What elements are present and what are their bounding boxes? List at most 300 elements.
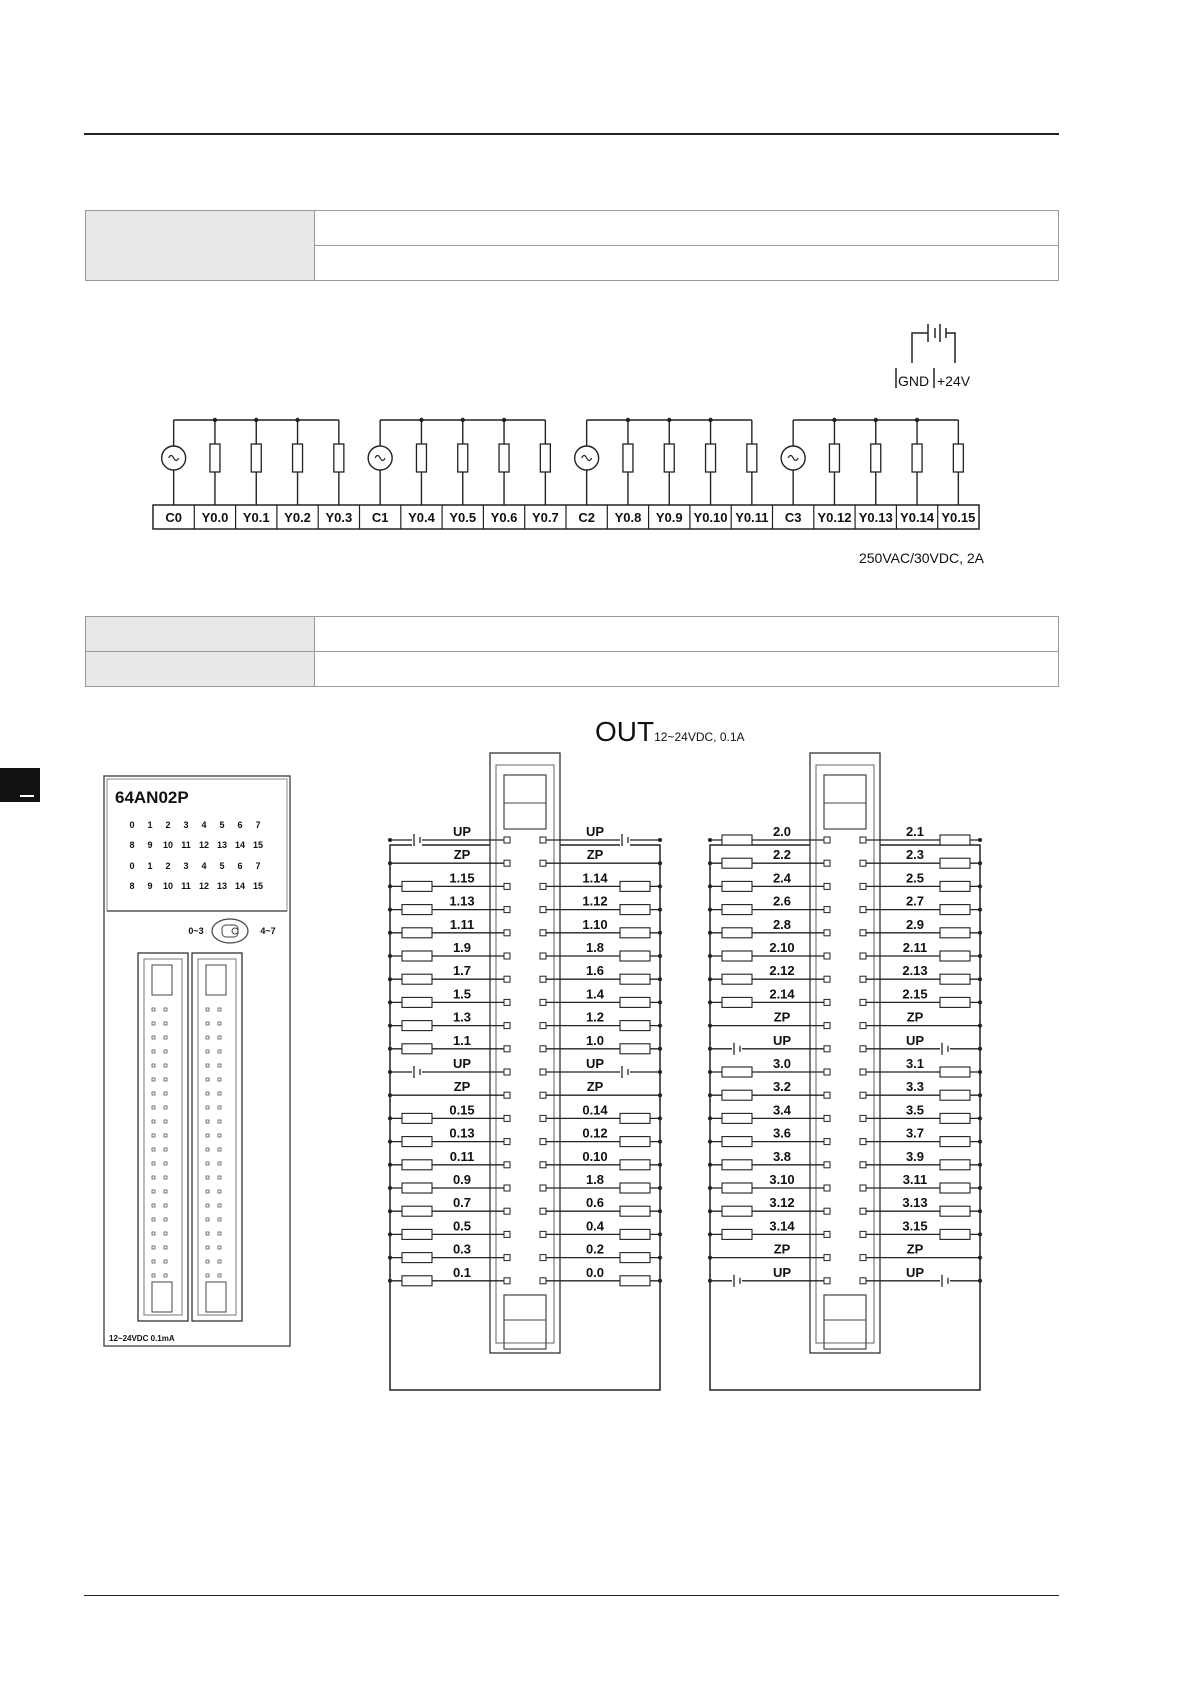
ac-wave (375, 456, 385, 461)
connector-pin (504, 837, 510, 843)
led-label: 3 (183, 820, 189, 830)
connector-2-pin-label-right: UP (905, 1264, 925, 1280)
connector-1-pin-label-right: ZP (586, 1079, 604, 1095)
led-label: 4 (201, 861, 207, 871)
connector-pin (860, 837, 866, 843)
relay-rating: 250VAC/30VDC, 2A (858, 550, 984, 566)
wire-junction (708, 1024, 712, 1028)
load-resistor (722, 1137, 752, 1147)
wire-junction (388, 884, 392, 888)
led-label: 13 (216, 881, 228, 891)
connector-2-pin-label-right: 3.9 (905, 1148, 925, 1164)
led-label: 6 (237, 861, 243, 871)
connector-pin (540, 1139, 546, 1145)
connector-1-pin-label-right: 1.8 (585, 1172, 605, 1187)
connector-2-pin-label-left: UP (772, 1032, 792, 1048)
wire-junction (978, 838, 982, 842)
wire-junction (658, 1116, 662, 1120)
wire-junction (388, 931, 392, 935)
wire-junction (708, 1047, 712, 1051)
wire-junction (658, 1256, 662, 1260)
wire-junction (388, 1024, 392, 1028)
wire-junction (388, 1256, 392, 1260)
connector-1-pin-label-left: 0.5 (452, 1218, 472, 1234)
connector-pin (504, 930, 510, 936)
connector-2-pin-label-right: 3.3 (905, 1079, 925, 1095)
load-resistor (620, 1137, 650, 1147)
load-resistor (940, 997, 970, 1007)
connector-pin (860, 1185, 866, 1191)
led-label: 0 (129, 861, 135, 871)
load-resistor (540, 444, 550, 472)
connector-pin (824, 930, 830, 936)
connector-1-pin-label-right: UP (585, 1056, 605, 1071)
connector-pin (824, 883, 830, 889)
wire-junction (388, 1186, 392, 1190)
wire-junction (658, 977, 662, 981)
wire-junction (978, 1070, 982, 1074)
spec-table-header-cell (86, 617, 315, 652)
wire-junction (658, 1232, 662, 1236)
load-resistor (940, 835, 970, 845)
wire-junction (978, 1209, 982, 1213)
led-label: 6 (237, 820, 243, 830)
connector-1-pin-label-right: UP (585, 824, 605, 839)
wire-junction (658, 908, 662, 912)
led-label: 11 (181, 881, 191, 891)
load-resistor (722, 835, 752, 845)
wire-junction (388, 1163, 392, 1167)
connector-pin (860, 907, 866, 913)
load-resistor (620, 974, 650, 984)
connector-pin (860, 930, 866, 936)
connector-pin (824, 999, 830, 1005)
connector-pin (824, 837, 830, 843)
connector-1-pin-label-right: 1.6 (585, 963, 605, 979)
wire-junction (658, 838, 662, 842)
connector-pin (540, 1278, 546, 1284)
load-resistor (940, 951, 970, 961)
wire-junction (708, 977, 712, 981)
connector-pin (540, 837, 546, 843)
wire-junction (978, 884, 982, 888)
wire-junction (708, 1093, 712, 1097)
connector-2-pin-label-left: 3.0 (772, 1056, 792, 1071)
connector-pin (824, 1139, 830, 1145)
connector-circuits (388, 753, 982, 1390)
load-resistor (620, 1044, 650, 1054)
wire-junction (388, 977, 392, 981)
connector-1-pin-label-right: 0.2 (585, 1241, 605, 1257)
connector-pin (540, 1069, 546, 1075)
connector-pin (860, 1162, 866, 1168)
wire-junction (708, 861, 712, 865)
wire-junction (708, 1256, 712, 1260)
load-resistor (402, 1276, 432, 1286)
connector-2-pin-label-left: 2.12 (769, 963, 795, 979)
wire-junction (978, 1163, 982, 1167)
load-resistor (458, 444, 468, 472)
load-resistor (402, 1183, 432, 1193)
terminal-label: Y0.4 (408, 510, 435, 525)
terminal-label: C1 (371, 510, 389, 525)
ac-wave (582, 456, 592, 461)
load-resistor (620, 1229, 650, 1239)
load-resistor (620, 928, 650, 938)
wire-junction (708, 908, 712, 912)
led-label: 9 (147, 881, 153, 891)
load-resistor (402, 881, 432, 891)
connector-pin (504, 1255, 510, 1261)
connector-1-pin-label-left: 1.3 (452, 1009, 472, 1025)
load-resistor (722, 1160, 752, 1170)
load-resistor (210, 444, 220, 472)
connector-pin (824, 1162, 830, 1168)
connector-pin (504, 1115, 510, 1121)
terminal-label: Y0.9 (655, 510, 683, 525)
connector-2-body (810, 753, 880, 1353)
connector-pin (504, 976, 510, 982)
connector-pin (824, 1023, 830, 1029)
wire-junction (978, 1186, 982, 1190)
load-resistor (402, 1229, 432, 1239)
spec-table-cell (315, 652, 1059, 687)
load-resistor (722, 928, 752, 938)
connector-pin (860, 1278, 866, 1284)
load-resistor (829, 444, 839, 472)
led-label: 10 (162, 881, 174, 891)
load-resistor (402, 1206, 432, 1216)
spec-table-cell (315, 211, 1059, 246)
spec-table-cell (315, 617, 1059, 652)
wire-junction (388, 1279, 392, 1283)
wire-junction (388, 1232, 392, 1236)
connector-2-pin-label-right: 3.1 (905, 1056, 925, 1071)
connector-1-pin-label-right: 1.12 (582, 893, 608, 909)
module-front-panel (100, 770, 300, 1355)
led-label: 15 (252, 881, 264, 891)
wire-junction (978, 931, 982, 935)
connector-pin (860, 1115, 866, 1121)
terminal-label: Y0.0 (201, 510, 229, 525)
wire-junction (978, 1140, 982, 1144)
chapter-tab (0, 768, 40, 802)
connector-1-pin-label-left: 0.1 (452, 1264, 472, 1280)
load-resistor (940, 905, 970, 915)
load-resistor (402, 997, 432, 1007)
connector-pin (824, 1208, 830, 1214)
connector-1-pin-label-left: UP (452, 824, 472, 839)
connector-2-pin-label-right: 3.11 (902, 1172, 928, 1187)
led-label: 1 (147, 820, 153, 830)
connector-1-pin-label-left: 0.7 (452, 1195, 472, 1211)
connector-2-pin-label-right: 2.7 (905, 893, 925, 909)
connector-1-pin-label-right: 1.10 (582, 916, 608, 932)
load-resistor (620, 1276, 650, 1286)
connector-2-pin-label-left: 2.14 (769, 986, 795, 1002)
terminal-label: Y0.2 (284, 510, 311, 525)
connector-2-pin-label-right: 2.15 (902, 986, 928, 1002)
load-resistor (912, 444, 922, 472)
connector-pin (504, 1231, 510, 1237)
connector-pin (504, 999, 510, 1005)
wire-junction (978, 1000, 982, 1004)
spec-table-relay (85, 210, 1059, 281)
wire-junction (708, 1116, 712, 1120)
terminal-label: Y0.8 (614, 510, 642, 525)
load-resistor (871, 444, 881, 472)
load-resistor (722, 1206, 752, 1216)
load-resistor (402, 1113, 432, 1123)
terminal-label: Y0.1 (242, 510, 270, 525)
relay-circuit (153, 418, 979, 529)
wire-junction (658, 1000, 662, 1004)
connector-2-pin-label-right: 2.5 (905, 870, 925, 886)
wire-junction (978, 954, 982, 958)
terminal-24v: +24V (937, 373, 971, 389)
wire-junction (388, 1140, 392, 1144)
connector-pin (504, 860, 510, 866)
wire-junction (388, 908, 392, 912)
load-resistor (722, 951, 752, 961)
connector-2-pin-label-right: 2.9 (905, 916, 925, 932)
connector-2-pin-label-right: ZP (906, 1009, 924, 1025)
led-label: 15 (252, 840, 264, 850)
connector-2-pin-label-left: ZP (773, 1009, 791, 1025)
ac-wave (788, 456, 798, 461)
wire-junction (658, 1186, 662, 1190)
wire-junction (708, 838, 712, 842)
connector-1-pin-label-right: 1.0 (585, 1032, 605, 1048)
led-label: 11 (181, 840, 191, 850)
load-resistor (251, 444, 261, 472)
connector-2-pin-label-left: 2.4 (772, 870, 792, 886)
led-label: 8 (129, 840, 135, 850)
load-resistor (620, 1160, 650, 1170)
spec-table-cell (315, 246, 1059, 281)
wire-junction (708, 1140, 712, 1144)
spec-table-header-cell (86, 211, 315, 281)
load-resistor (620, 997, 650, 1007)
terminal-label: Y0.12 (817, 510, 852, 525)
connector-1-pin-label-right: ZP (586, 847, 604, 863)
connector-2-pin-label-left: 3.6 (772, 1125, 792, 1141)
load-resistor (722, 1113, 752, 1123)
connector-2-pin-label-left: 2.0 (772, 824, 792, 839)
load-resistor (402, 905, 432, 915)
switch-label-right: 4~7 (260, 926, 276, 936)
connector-2-pin-label-left: 2.10 (769, 940, 795, 955)
connector-1-pin-label-right: 0.14 (582, 1102, 608, 1118)
terminal-label: Y0.15 (941, 510, 976, 525)
led-label: 2 (165, 820, 171, 830)
connector-1-pin-label-left: 1.1 (452, 1032, 472, 1048)
load-resistor (722, 1229, 752, 1239)
load-resistor (402, 1137, 432, 1147)
wire-junction (708, 1000, 712, 1004)
wire-junction (978, 1116, 982, 1120)
terminal-label: Y0.10 (693, 510, 728, 525)
led-label: 12 (198, 881, 210, 891)
load-resistor (402, 1253, 432, 1263)
connector-pin (860, 1255, 866, 1261)
led-label: 4 (201, 820, 207, 830)
connector-pin (860, 1092, 866, 1098)
load-resistor (940, 928, 970, 938)
connector-2-pin-label-right: UP (905, 1032, 925, 1048)
connector-1-pin-label-left: 1.7 (452, 963, 472, 979)
load-resistor (499, 444, 509, 472)
terminal-label: Y0.13 (858, 510, 893, 525)
connector-1-pin-label-left: 1.9 (452, 940, 472, 955)
connector-pin (540, 883, 546, 889)
connector-1-pin-label-left: 1.5 (452, 986, 472, 1002)
connector-pin (504, 1139, 510, 1145)
connector-pin (860, 883, 866, 889)
connector-pin (504, 1208, 510, 1214)
connector-1-pin-label-right: 0.6 (585, 1195, 605, 1211)
connector-1-pin-label-right: 0.12 (582, 1125, 608, 1141)
connector-pin (504, 883, 510, 889)
connector-2-pin-label-right: ZP (906, 1241, 924, 1257)
connector-pin (824, 907, 830, 913)
connector-pin (504, 1162, 510, 1168)
spec-table-transistor (85, 616, 1059, 687)
connector-1-pin-label-right: 1.2 (585, 1009, 605, 1025)
connector-pin (860, 1208, 866, 1214)
load-resistor (722, 881, 752, 891)
connector-pin (540, 1115, 546, 1121)
connector-pin (540, 1255, 546, 1261)
connector-1-pin-label-left: UP (452, 1056, 472, 1071)
relay-wiring-diagram (0, 300, 1191, 570)
connector-pin (540, 930, 546, 936)
connector-pin (504, 1278, 510, 1284)
connector-2-pin-label-right: 2.1 (905, 824, 925, 839)
connector-pin (504, 953, 510, 959)
ac-wave (169, 456, 179, 461)
connector-1-pin-label-right: 1.4 (585, 986, 605, 1002)
wire-junction (388, 861, 392, 865)
load-resistor (402, 1160, 432, 1170)
connector-pin (860, 953, 866, 959)
load-resistor (953, 444, 963, 472)
connector-pin (504, 907, 510, 913)
load-resistor (620, 1253, 650, 1263)
connector-pin (540, 1023, 546, 1029)
load-resistor (706, 444, 716, 472)
connector-pin (860, 860, 866, 866)
load-resistor (940, 1090, 970, 1100)
terminal-label: Y0.14 (900, 510, 935, 525)
connector-pin (860, 1023, 866, 1029)
connector-2-pin-label-left: 2.8 (772, 916, 792, 932)
wire-junction (658, 954, 662, 958)
out-rating: 12~24VDC, 0.1A (654, 730, 745, 744)
led-label: 2 (165, 861, 171, 871)
wire-junction (978, 977, 982, 981)
wire-junction (708, 954, 712, 958)
connector-1-pin-label-right: 1.8 (585, 940, 605, 955)
wire-junction (708, 1163, 712, 1167)
connector-pin (504, 1046, 510, 1052)
connector-2-pin-label-right: 2.3 (905, 847, 925, 863)
wire-junction (388, 1209, 392, 1213)
connector-pin (504, 1092, 510, 1098)
led-label: 9 (147, 840, 153, 850)
connector-2-pin-label-left: 3.4 (772, 1102, 792, 1118)
connector-2-pin-label-right: 3.7 (905, 1125, 925, 1141)
connector-pin (824, 1231, 830, 1237)
wire-junction (388, 838, 392, 842)
switch-label-left: 0~3 (188, 926, 204, 936)
load-resistor (620, 1021, 650, 1031)
connector-1-pin-label-right: 0.4 (585, 1218, 605, 1234)
connector-pin (824, 1278, 830, 1284)
load-resistor (747, 444, 757, 472)
connector-pin (540, 1231, 546, 1237)
load-resistor (722, 1090, 752, 1100)
connector-pin (824, 976, 830, 982)
load-resistor (402, 1021, 432, 1031)
connector-pin (504, 1069, 510, 1075)
connector-2-pin-label-left: 2.2 (772, 847, 792, 863)
wire-junction (658, 884, 662, 888)
load-resistor (664, 444, 674, 472)
module-footer-rating: 12~24VDC 0.1mA (109, 1334, 175, 1343)
module-model: 64AN02P (115, 788, 189, 807)
terminal-label: C2 (578, 510, 595, 525)
load-resistor (722, 1067, 752, 1077)
connector-pin (540, 1046, 546, 1052)
wire-junction (658, 931, 662, 935)
wire-junction (388, 1093, 392, 1097)
load-resistor (334, 444, 344, 472)
connector-1-pin-label-left: 0.13 (449, 1125, 475, 1141)
footer-rule (84, 1595, 1059, 1596)
connector-2-pin-label-left: 3.2 (772, 1079, 792, 1095)
load-resistor (940, 1067, 970, 1077)
connector-pin (860, 999, 866, 1005)
load-resistor (940, 1229, 970, 1239)
out-title: OUT (595, 716, 655, 747)
load-resistor (620, 905, 650, 915)
load-resistor (722, 974, 752, 984)
load-resistor (620, 1206, 650, 1216)
connector-1-pin-label-left: 0.3 (452, 1241, 472, 1257)
load-resistor (722, 997, 752, 1007)
led-label: 13 (216, 840, 228, 850)
load-resistor (402, 951, 432, 961)
connector-pin (824, 1185, 830, 1191)
wire-junction (658, 1163, 662, 1167)
connector-pin (824, 1255, 830, 1261)
terminal-label: Y0.11 (735, 510, 769, 525)
connector-1-pin-label-left: 1.13 (449, 893, 475, 909)
wire-junction (978, 1232, 982, 1236)
load-resistor (402, 928, 432, 938)
connector-pin (824, 1092, 830, 1098)
load-resistor (940, 881, 970, 891)
connector-pin (540, 1185, 546, 1191)
connector-1-pin-label-right: 1.14 (582, 870, 608, 886)
connector-1-pin-label-left: 0.15 (449, 1102, 475, 1118)
connector-pin (860, 1139, 866, 1145)
load-resistor (940, 974, 970, 984)
wire-junction (708, 1279, 712, 1283)
load-resistor (620, 1183, 650, 1193)
connector-2-pin-label-right: 3.5 (905, 1102, 925, 1118)
